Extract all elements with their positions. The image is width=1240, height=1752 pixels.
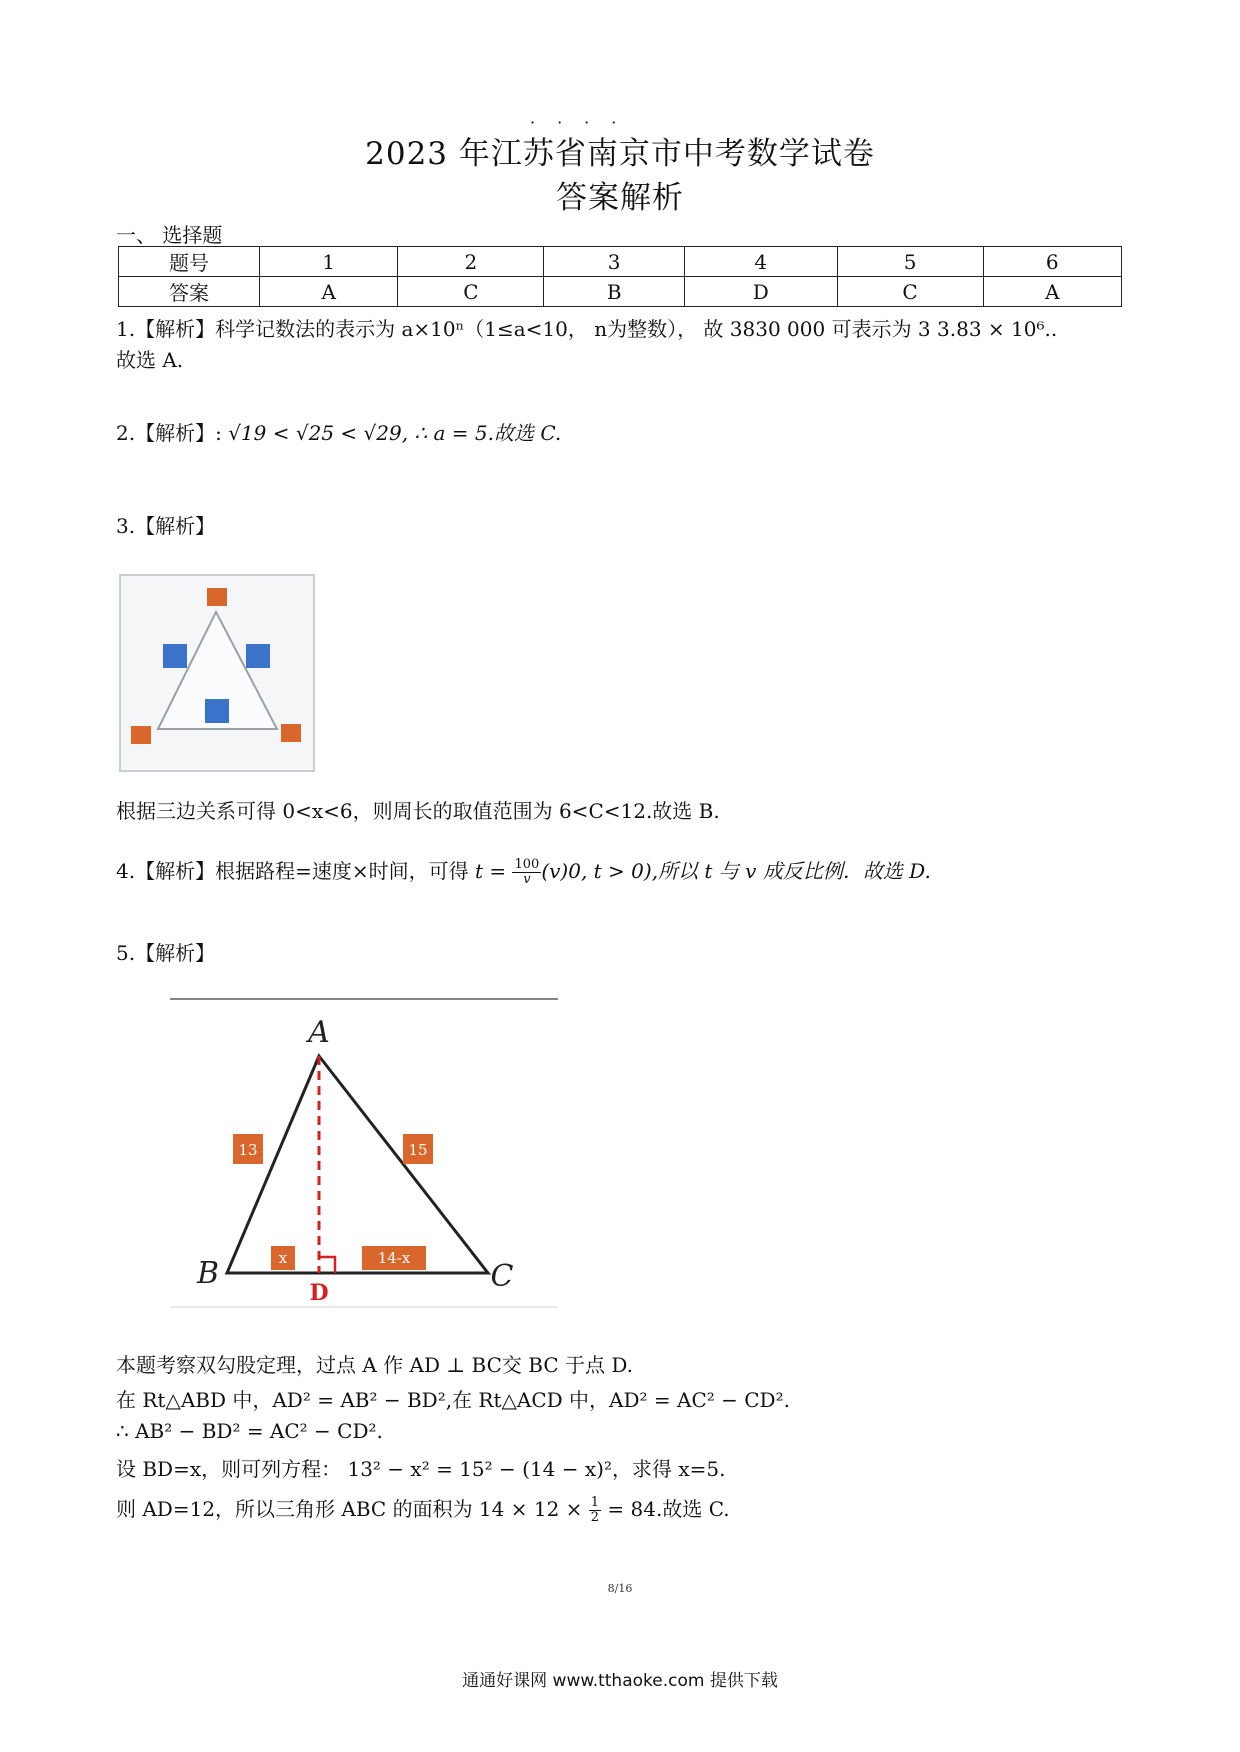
fraction-denominator: 2 [590,1510,600,1525]
fraction-numerator: 1 [590,1495,600,1510]
q4-t-equals: t = [474,859,507,883]
q5-line5 [116,1494,730,1525]
table-row [119,247,1122,277]
q5-triangle-figure [170,998,558,1308]
q3-conclusion: 根据三边关系可得 0<x<6，则周长的取值范围为 6<C<12.故选 B. [116,799,720,823]
q5-label: 5.【解析】 [116,941,216,965]
q3-triangle-figure [119,574,315,772]
table-row [119,277,1122,307]
blue-square [246,644,270,668]
q4-suffix: (v)0, t > 0),所以 t 与 v 成反比例．故选 D. [541,859,931,883]
q5-line5-prefix: 则 AD=12，所以三角形 ABC 的面积为 14 × 12 × [116,1497,589,1521]
orange-square [207,588,227,606]
q2-prefix: 2.【解析】: [116,421,229,445]
side-ab-label: 13 [238,1141,258,1159]
q5-fraction [589,1496,601,1525]
q2-expression: √19 < √25 < √29, ∴ a = 5.故选 C. [228,421,562,445]
table-cell: 3 [544,247,685,277]
q5-line1: 本题考察双勾股定理，过点 A 作 AD ⊥ BC交 BC 于点 D. [116,1353,634,1377]
emphasis-dots: ···· [530,113,639,132]
vertex-label-a: A [308,1015,330,1050]
table-cell: D [684,277,837,307]
answer-table [118,246,1122,307]
q5-line4: 设 BD=x，则可列方程： 13² − x² = 15² − (14 − x)²，求得 x=5. [116,1457,726,1481]
q1-line1: 1.【解析】科学记数法的表示为 a×10ⁿ（1≤a<10， n为整数）， 故 3830 000 可表示为 3 3.83 × 10⁶.. [116,317,1058,341]
footer-text: 通通好课网 www.tthaoke.com 提供下载 [462,1671,778,1691]
segment-dc-label: 14-x [377,1249,411,1267]
q4-fraction [512,858,541,887]
q3-label: 3.【解析】 [116,514,216,538]
fraction-denominator: v [523,872,531,887]
fraction-numerator: 100 [514,857,540,872]
table-cell: C [837,277,983,307]
table-cell: A [983,277,1121,307]
q4-line [116,856,931,887]
orange-square [281,724,301,742]
table-cell: 1 [260,247,398,277]
table-row-label: 答案 [119,277,260,307]
side-ac-label: 15 [408,1141,428,1159]
q5-line3: ∴ AB² − BD² = AC² − CD². [116,1419,383,1443]
vertex-label-c: C [490,1259,514,1294]
table-cell: A [260,277,398,307]
blue-square [205,699,229,723]
table-cell: 2 [398,247,544,277]
blue-square [163,644,187,668]
table-cell: 4 [684,247,837,277]
section-title: 一、 选择题 [116,223,223,247]
q4-prefix: 4.【解析】根据路程=速度×时间，可得 [116,859,475,883]
table-cell: C [398,277,544,307]
page-number: 8/16 [607,1582,633,1595]
table-row-label: 题号 [119,247,260,277]
vertex-label-b: B [196,1256,220,1291]
page-title: 2023 年江苏省南京市中考数学试卷 [365,136,875,172]
table-cell: B [544,277,685,307]
q1-line2: 故选 A. [116,348,184,372]
q2-line [116,417,561,446]
table-cell: 6 [983,247,1121,277]
page-subtitle: 答案解析 [556,180,684,216]
orange-square [131,726,151,744]
foot-label-d: D [309,1280,329,1306]
q5-line5-suffix: = 84.故选 C. [601,1497,730,1521]
segment-bd-label: x [278,1249,288,1267]
q5-line2: 在 Rt△ABD 中，AD² = AB² − BD²,在 Rt△ACD 中，AD² = AC² − CD². [116,1388,790,1412]
table-cell: 5 [837,247,983,277]
